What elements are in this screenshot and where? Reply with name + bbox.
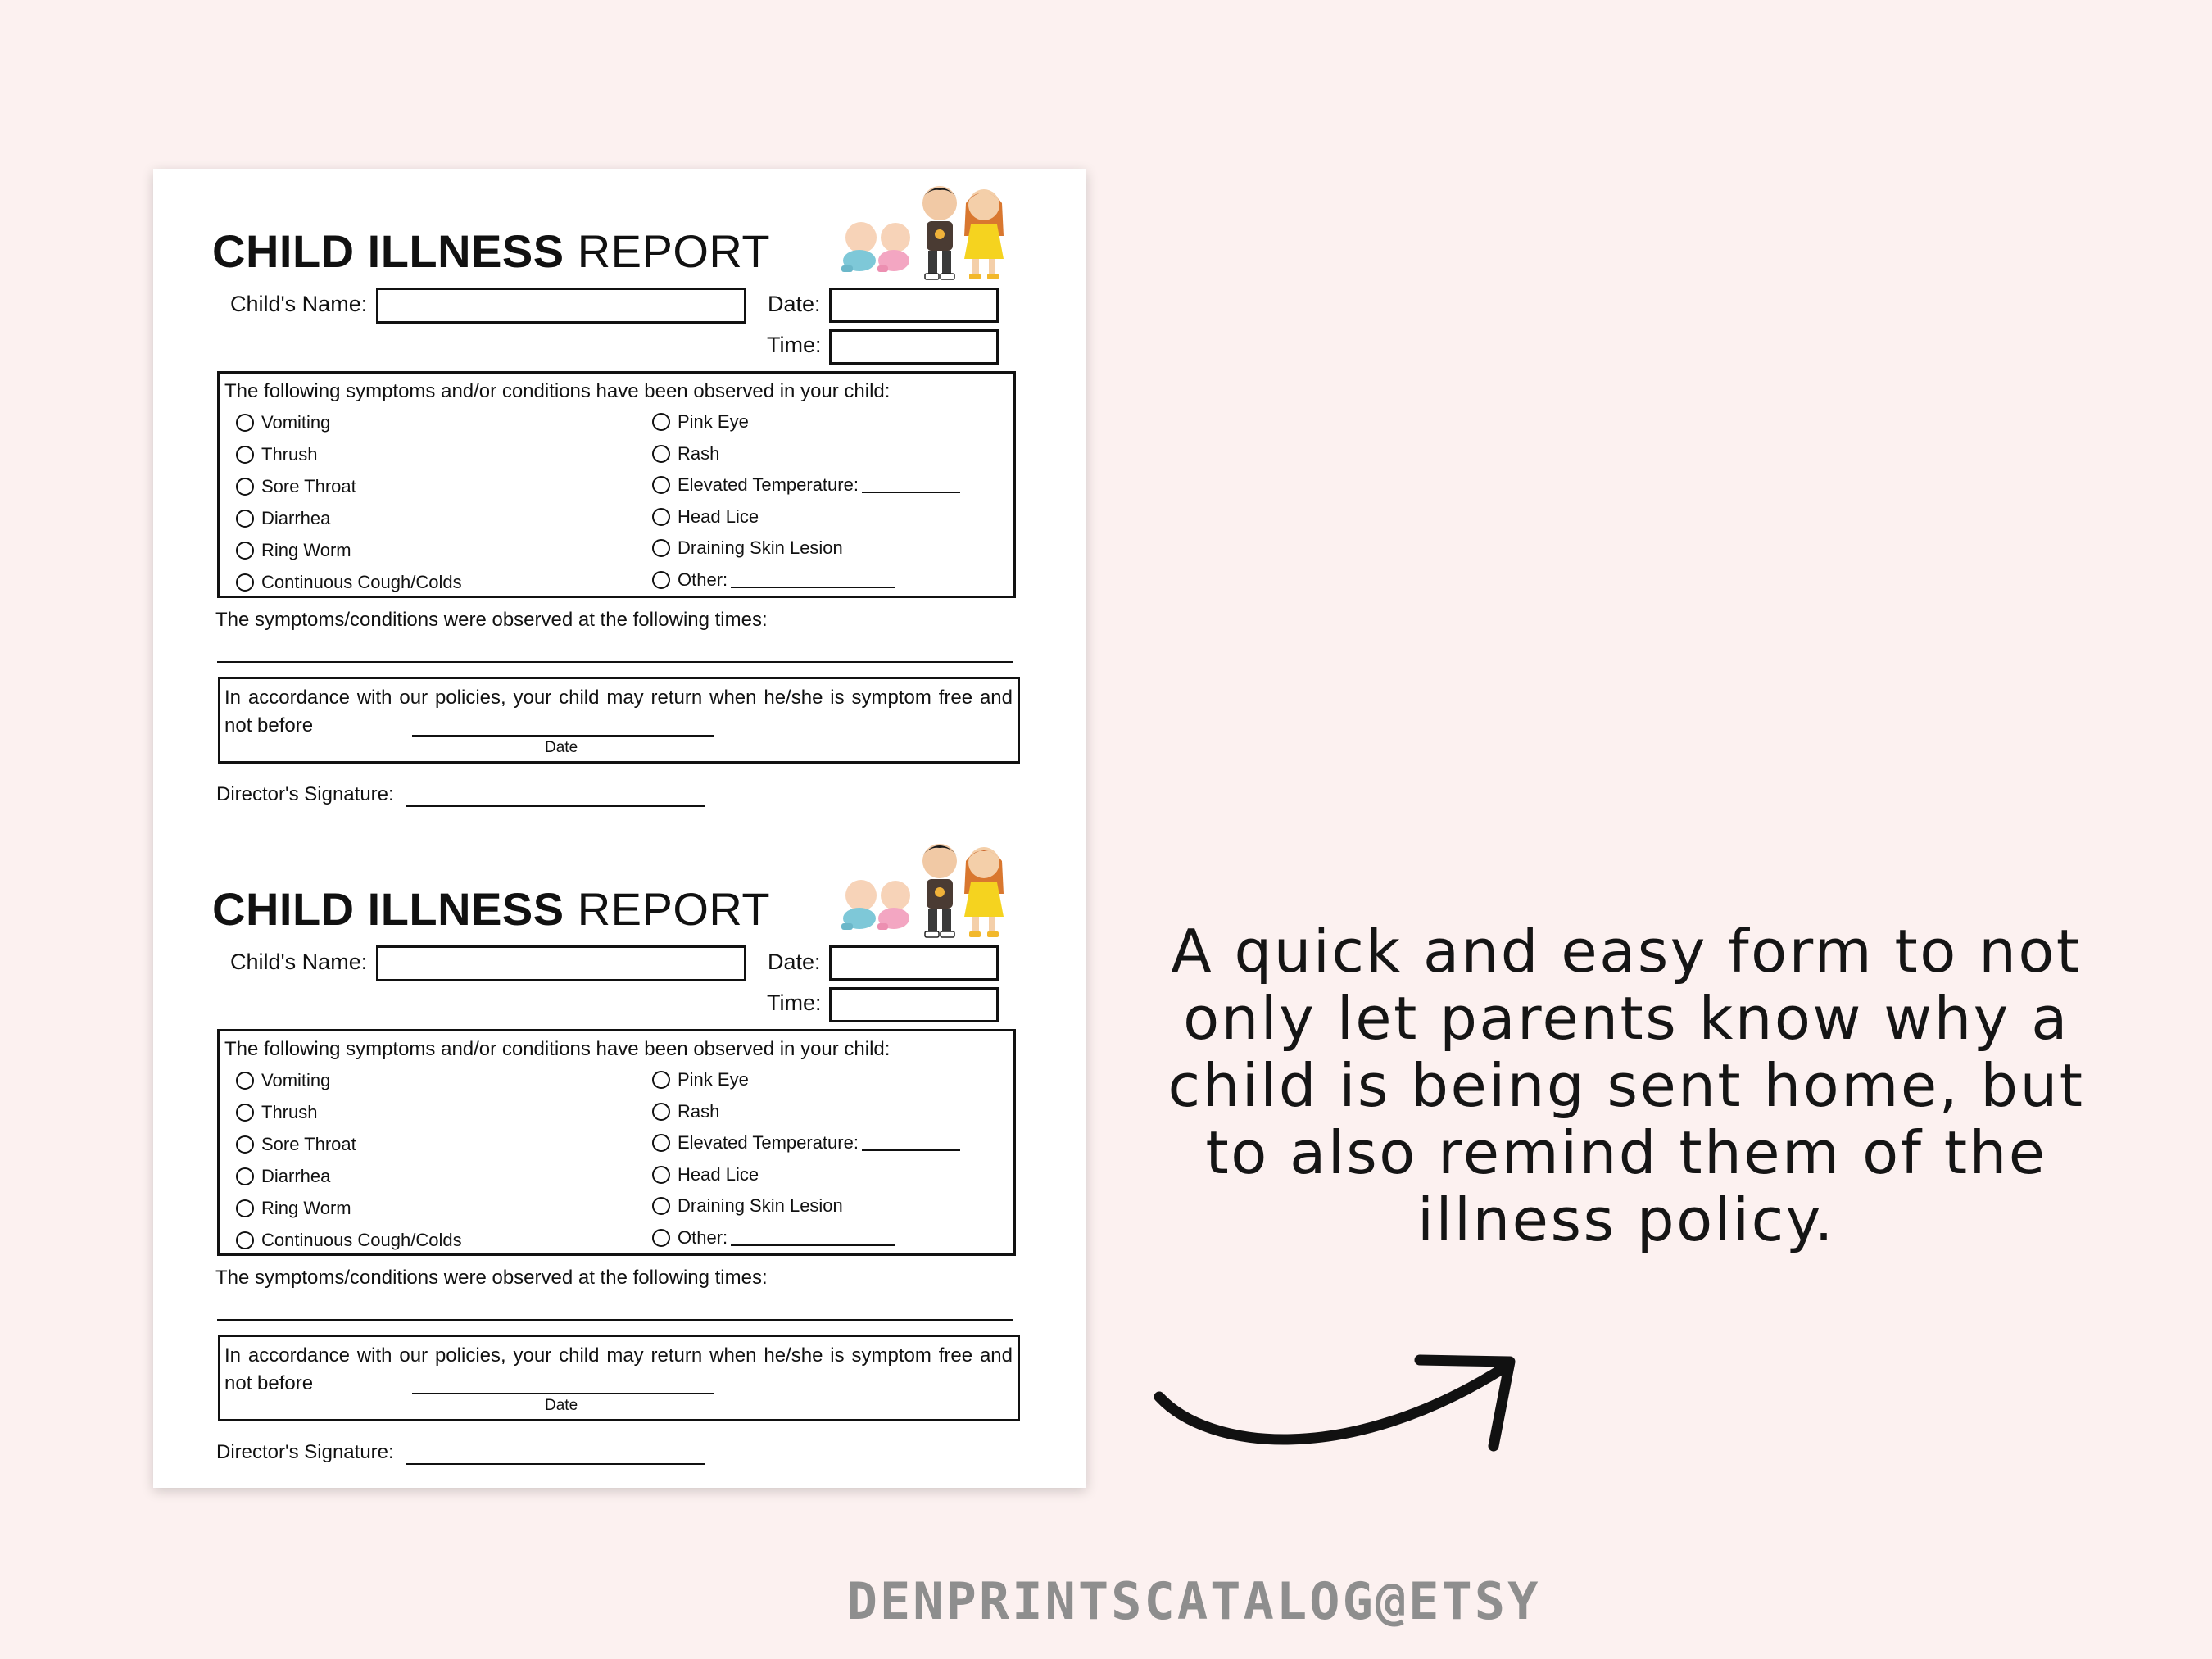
symptom-option[interactable] (652, 564, 960, 596)
date-label: Date: (768, 292, 821, 316)
symptom-label: Sore Throat (261, 1133, 356, 1154)
symptoms-box (217, 1029, 1016, 1256)
return-date-line[interactable] (412, 1393, 714, 1394)
symptom-label: Draining Skin Lesion (678, 1195, 843, 1217)
tagline: A quick and easy form to not only let parents know why a child is being sent home, but to also remind them of the illness policy. (1167, 917, 2085, 1254)
symptom-label: Elevated Temperature: (678, 474, 859, 496)
symptom-label: Vomiting (261, 411, 331, 433)
girl-figure (964, 189, 1004, 279)
illness-report-form (153, 827, 1086, 1482)
observed-times-text: The symptoms/conditions were observed at the following times: (215, 609, 768, 631)
form-title-bold: CHILD ILLNESS (212, 225, 564, 277)
baby-blue-figure (841, 222, 877, 272)
symptom-label: Continuous Cough/Colds (261, 1229, 462, 1250)
symptom-option[interactable] (652, 1222, 960, 1254)
radio-circle-icon[interactable] (236, 446, 254, 464)
radio-circle-icon[interactable] (236, 478, 254, 496)
symptom-label: Rash (678, 442, 720, 464)
radio-circle-icon[interactable] (236, 414, 254, 432)
policy-box (218, 1335, 1020, 1421)
symptom-option[interactable] (236, 534, 462, 566)
symptom-option[interactable] (236, 502, 462, 534)
time-field[interactable] (829, 987, 999, 1022)
radio-circle-icon[interactable] (236, 1231, 254, 1249)
radio-circle-icon[interactable] (652, 445, 670, 463)
illness-report-form (153, 169, 1086, 824)
radio-circle-icon[interactable] (236, 1104, 254, 1122)
baby-pink-figure (877, 223, 910, 272)
symptom-option[interactable] (236, 1192, 462, 1224)
symptom-option[interactable] (652, 1127, 960, 1159)
time-label: Time: (767, 990, 822, 1015)
boy-figure (922, 186, 958, 279)
radio-circle-icon[interactable] (652, 539, 670, 557)
symptom-option[interactable] (236, 1128, 462, 1160)
symptom-option[interactable] (236, 470, 462, 502)
signature-line[interactable] (406, 1463, 705, 1465)
childs-name-field[interactable] (376, 945, 746, 981)
policy-text: In accordance with our policies, your child may return when he/she is symptom free and not before (224, 687, 1013, 737)
radio-circle-icon[interactable] (236, 510, 254, 528)
symptoms-left-column (236, 1064, 462, 1256)
symptom-option[interactable] (236, 1064, 462, 1096)
childs-name-label: Child's Name: (230, 292, 368, 316)
symptom-option[interactable] (652, 1064, 960, 1096)
printable-sheet (153, 169, 1086, 1488)
signature-label: Director's Signature: (216, 783, 394, 805)
date-label: Date: (768, 950, 821, 974)
symptom-option[interactable] (236, 1160, 462, 1192)
boy-figure (922, 844, 958, 937)
radio-circle-icon[interactable] (236, 1072, 254, 1090)
symptom-option[interactable] (652, 438, 960, 470)
other-blank[interactable] (731, 1230, 895, 1246)
kids-illustration (835, 836, 1015, 939)
radio-circle-icon[interactable] (652, 1229, 670, 1247)
symptom-option[interactable] (652, 533, 960, 564)
symptom-label: Diarrhea (261, 1165, 331, 1186)
radio-circle-icon[interactable] (652, 476, 670, 494)
symptoms-intro: The following symptoms and/or conditions have been observed in your child: (224, 1038, 891, 1060)
radio-circle-icon[interactable] (652, 1134, 670, 1152)
radio-circle-icon[interactable] (652, 1166, 670, 1184)
symptom-option[interactable] (652, 1096, 960, 1128)
date-field[interactable] (829, 288, 999, 323)
date-field[interactable] (829, 945, 999, 981)
radio-circle-icon[interactable] (236, 573, 254, 592)
form-title (212, 882, 770, 936)
policy-text: In accordance with our policies, your child may return when he/she is symptom free and not before (224, 1344, 1013, 1394)
symptom-label: Elevated Temperature: (678, 1132, 859, 1154)
date-caption: Date (545, 1397, 578, 1414)
girl-figure (964, 847, 1004, 937)
observed-times-text: The symptoms/conditions were observed at the following times: (215, 1267, 768, 1289)
form-title (212, 224, 770, 278)
radio-circle-icon[interactable] (236, 1199, 254, 1217)
temperature-blank[interactable] (862, 477, 960, 493)
symptom-label: Ring Worm (261, 539, 351, 560)
symptom-label: Sore Throat (261, 475, 356, 496)
baby-blue-figure (841, 880, 877, 930)
symptom-label: Ring Worm (261, 1197, 351, 1218)
radio-circle-icon[interactable] (236, 542, 254, 560)
symptom-label: Other: (678, 1226, 728, 1248)
radio-circle-icon[interactable] (236, 1167, 254, 1185)
symptom-label: Head Lice (678, 1163, 759, 1185)
time-field[interactable] (829, 329, 999, 365)
form-title-light: REPORT (577, 883, 771, 935)
radio-circle-icon[interactable] (236, 1135, 254, 1154)
childs-name-label: Child's Name: (230, 950, 368, 974)
kids-illustration (835, 179, 1015, 281)
childs-name-field[interactable] (376, 288, 746, 324)
symptom-label: Head Lice (678, 505, 759, 527)
symptom-label: Thrush (261, 1101, 318, 1122)
symptom-label: Diarrhea (261, 507, 331, 528)
return-date-line[interactable] (412, 735, 714, 737)
policy-box (218, 677, 1020, 764)
symptoms-right-column (652, 1064, 960, 1253)
time-label: Time: (767, 333, 822, 357)
symptom-option[interactable] (652, 469, 960, 501)
symptom-option[interactable] (652, 406, 960, 438)
observed-times-line[interactable] (217, 1319, 1013, 1321)
form-title-bold: CHILD ILLNESS (212, 883, 564, 935)
symptoms-box (217, 371, 1016, 598)
symptoms-right-column (652, 406, 960, 596)
radio-circle-icon[interactable] (652, 571, 670, 589)
radio-circle-icon[interactable] (652, 1103, 670, 1121)
symptom-label: Pink Eye (678, 1069, 749, 1090)
symptoms-left-column (236, 406, 462, 598)
symptom-option[interactable] (236, 1096, 462, 1128)
signature-line[interactable] (406, 805, 705, 807)
radio-circle-icon[interactable] (652, 1071, 670, 1089)
symptom-label: Vomiting (261, 1069, 331, 1090)
date-caption: Date (545, 739, 578, 756)
baby-pink-figure (877, 881, 910, 930)
symptom-option[interactable] (236, 566, 462, 598)
symptom-option[interactable] (652, 1190, 960, 1222)
symptoms-intro: The following symptoms and/or conditions have been observed in your child: (224, 380, 891, 402)
symptom-option[interactable] (652, 1159, 960, 1191)
observed-times-line[interactable] (217, 661, 1013, 663)
form-title-light: REPORT (577, 225, 771, 277)
symptom-option[interactable] (236, 1224, 462, 1256)
symptom-option[interactable] (236, 406, 462, 438)
symptom-option[interactable] (236, 438, 462, 470)
symptom-label: Other: (678, 569, 728, 590)
symptom-label: Draining Skin Lesion (678, 537, 843, 559)
symptom-label: Pink Eye (678, 411, 749, 433)
curved-arrow-icon (1143, 1327, 1528, 1471)
symptom-option[interactable] (652, 501, 960, 533)
other-blank[interactable] (731, 572, 895, 588)
temperature-blank[interactable] (862, 1135, 960, 1151)
radio-circle-icon[interactable] (652, 508, 670, 526)
signature-label: Director's Signature: (216, 1441, 394, 1463)
brand-watermark: DENPRINTSCATALOG@ETSY (846, 1571, 1541, 1631)
symptom-label: Thrush (261, 443, 318, 465)
radio-circle-icon[interactable] (652, 413, 670, 431)
radio-circle-icon[interactable] (652, 1197, 670, 1215)
symptom-label: Continuous Cough/Colds (261, 571, 462, 592)
symptom-label: Rash (678, 1100, 720, 1122)
